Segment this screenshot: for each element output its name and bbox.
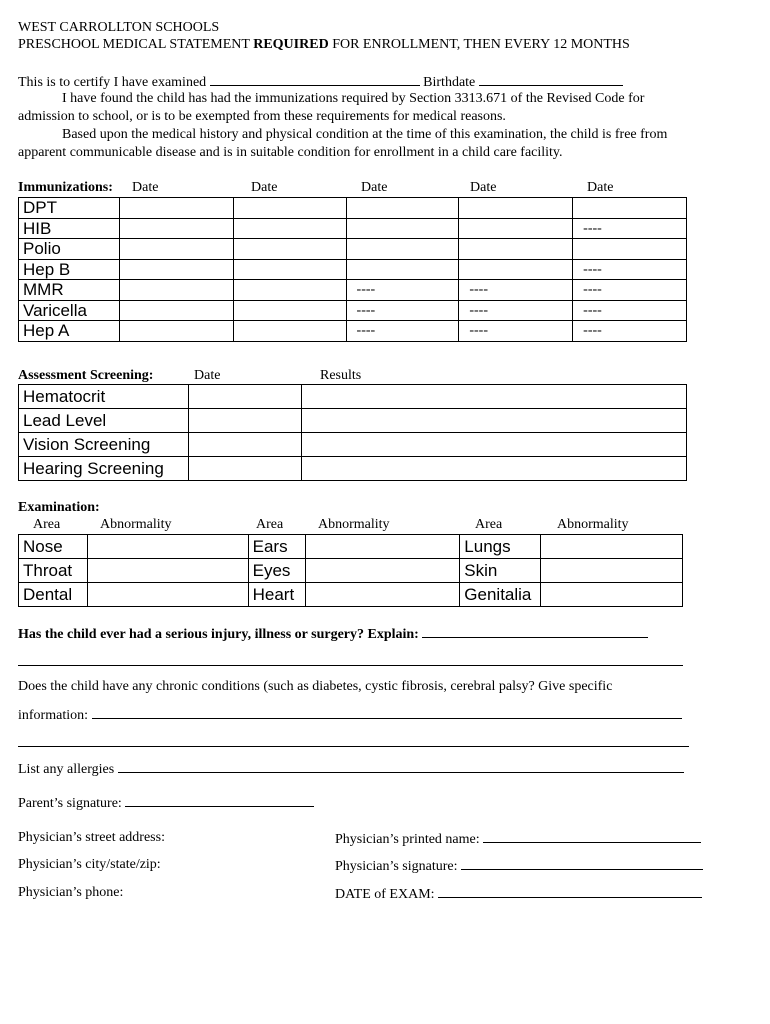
imm-date-header-3: Date xyxy=(361,180,388,195)
para1-line2: admission to school, or is to be exempted from these requirements for medical reasons. xyxy=(18,109,506,124)
immunization-name: Varicella xyxy=(19,300,120,321)
immunization-name: Hep A xyxy=(19,321,120,342)
date-of-exam-field[interactable] xyxy=(438,885,702,898)
imm-date-header-1: Date xyxy=(132,180,159,195)
allergies-label: List any allergies xyxy=(18,762,115,777)
immunization-row xyxy=(19,198,687,219)
not-required-dash: ---- xyxy=(573,280,687,301)
child-name-field[interactable] xyxy=(210,73,420,86)
assessment-results-header: Results xyxy=(320,368,362,383)
parent-signature-row xyxy=(18,794,314,812)
examined-label: This is to certify I have examined xyxy=(18,75,207,90)
immunization-name: Hep B xyxy=(19,259,120,280)
immunization-date-cell[interactable] xyxy=(459,198,573,219)
exam-abnormality-cell[interactable] xyxy=(87,583,248,607)
examination-row xyxy=(19,535,683,559)
immunization-date-cell[interactable] xyxy=(119,239,233,260)
immunization-row xyxy=(19,280,687,301)
immunization-date-cell[interactable] xyxy=(459,259,573,280)
physician-printed-name-row xyxy=(335,830,701,848)
assessment-label: Assessment Screening: xyxy=(18,368,154,383)
immunization-date-cell[interactable] xyxy=(233,280,346,301)
chronic-answer-field[interactable] xyxy=(92,706,682,719)
assessment-date-cell[interactable] xyxy=(188,409,301,433)
chronic-question-line1: Does the child have any chronic conditions (such as diabetes, cystic fibrosis, cerebral palsy? Give specific xyxy=(18,679,613,694)
immunization-row xyxy=(19,239,687,260)
exam-abnormality-cell[interactable] xyxy=(541,559,683,583)
birthdate-field[interactable] xyxy=(479,73,623,86)
exam-area-header-3: Area xyxy=(475,517,503,532)
immunization-date-cell[interactable] xyxy=(233,321,346,342)
assessment-row xyxy=(19,385,687,409)
assessment-row xyxy=(19,457,687,481)
assessment-date-cell[interactable] xyxy=(188,385,301,409)
immunization-date-cell[interactable] xyxy=(119,198,233,219)
exam-abnormality-cell[interactable] xyxy=(87,559,248,583)
physician-street-label: Physician’s street address: xyxy=(18,830,165,845)
physician-signature-label: Physician’s signature: xyxy=(335,859,458,874)
chronic-info-label: information: xyxy=(18,708,88,723)
immunization-date-cell[interactable] xyxy=(459,239,573,260)
parent-signature-label: Parent’s signature: xyxy=(18,796,122,811)
not-required-dash: ---- xyxy=(459,300,573,321)
physician-city-label: Physician’s city/state/zip: xyxy=(18,857,161,872)
exam-abnormality-cell[interactable] xyxy=(541,583,683,607)
immunization-date-cell[interactable] xyxy=(573,198,687,219)
not-required-dash: ---- xyxy=(459,321,573,342)
exam-area: Heart xyxy=(248,583,305,607)
exam-area: Lungs xyxy=(460,535,541,559)
injury-question-text: Has the child ever had a serious injury, illness or surgery? Explain: xyxy=(18,627,419,642)
birthdate-label: Birthdate xyxy=(423,75,476,90)
exam-abnormality-cell[interactable] xyxy=(541,535,683,559)
assessment-date-cell[interactable] xyxy=(188,433,301,457)
examination-table xyxy=(18,534,683,607)
school-name: WEST CARROLLTON SCHOOLS xyxy=(18,20,220,35)
assessment-results-cell[interactable] xyxy=(301,409,686,433)
not-required-dash: ---- xyxy=(346,300,459,321)
exam-area-header-1: Area xyxy=(33,517,61,532)
injury-answer-field[interactable] xyxy=(422,625,648,638)
physician-signature-row xyxy=(335,857,703,875)
exam-area: Ears xyxy=(248,535,305,559)
immunization-row xyxy=(19,259,687,280)
certify-line xyxy=(18,73,623,91)
chronic-question-line2 xyxy=(18,706,682,724)
date-of-exam-label: DATE of EXAM: xyxy=(335,887,435,902)
immunization-name: HIB xyxy=(19,218,120,239)
immunization-date-cell[interactable] xyxy=(119,280,233,301)
assessment-results-cell[interactable] xyxy=(301,385,686,409)
assessment-date-cell[interactable] xyxy=(188,457,301,481)
exam-area: Genitalia xyxy=(460,583,541,607)
immunization-name: DPT xyxy=(19,198,120,219)
imm-date-header-5: Date xyxy=(587,180,614,195)
physician-phone-label: Physician’s phone: xyxy=(18,885,124,900)
exam-area: Skin xyxy=(460,559,541,583)
immunization-row xyxy=(19,218,687,239)
para2-line1: Based upon the medical history and physical condition at the time of this examination, the child is free from xyxy=(62,127,668,142)
examination-label: Examination: xyxy=(18,500,100,515)
allergies-row xyxy=(18,760,684,778)
immunization-row xyxy=(19,321,687,342)
physician-printed-name-field[interactable] xyxy=(483,830,701,843)
immunization-date-cell[interactable] xyxy=(346,239,459,260)
exam-abnormality-cell[interactable] xyxy=(305,535,460,559)
immunization-date-cell[interactable] xyxy=(346,218,459,239)
assessment-row xyxy=(19,409,687,433)
para1-line1: I have found the child has had the immunizations required by Section 3313.671 of the Revised Code for xyxy=(62,91,645,106)
physician-signature-field[interactable] xyxy=(461,857,703,870)
form-title-required: REQUIRED xyxy=(253,37,329,52)
exam-area: Nose xyxy=(19,535,88,559)
not-required-dash: ---- xyxy=(573,321,687,342)
immunization-date-cell[interactable] xyxy=(573,239,687,260)
immunization-date-cell[interactable] xyxy=(233,198,346,219)
immunization-row xyxy=(19,300,687,321)
form-title xyxy=(18,37,630,53)
exam-abnormality-header-1: Abnormality xyxy=(100,517,172,532)
immunization-date-cell[interactable] xyxy=(119,259,233,280)
exam-abnormality-header-3: Abnormality xyxy=(557,517,629,532)
immunization-date-cell[interactable] xyxy=(459,218,573,239)
assessment-name: Vision Screening xyxy=(19,433,189,457)
immunization-date-cell[interactable] xyxy=(119,300,233,321)
assessment-results-cell[interactable] xyxy=(301,433,686,457)
immunization-date-cell[interactable] xyxy=(233,239,346,260)
exam-area-header-2: Area xyxy=(256,517,284,532)
assessment-name: Hearing Screening xyxy=(19,457,189,481)
exam-area: Eyes xyxy=(248,559,305,583)
form-title-pre: PRESCHOOL MEDICAL STATEMENT xyxy=(18,37,254,52)
exam-abnormality-cell[interactable] xyxy=(305,583,460,607)
immunization-name: Polio xyxy=(19,239,120,260)
exam-area: Throat xyxy=(19,559,88,583)
physician-printed-name-label: Physician’s printed name: xyxy=(335,832,480,847)
form-title-post: FOR ENROLLMENT, THEN EVERY 12 MONTHS xyxy=(328,37,630,52)
chronic-answer-line-2[interactable] xyxy=(18,732,689,747)
immunization-date-cell[interactable] xyxy=(346,259,459,280)
immunization-date-cell[interactable] xyxy=(233,218,346,239)
assessment-row xyxy=(19,433,687,457)
injury-answer-line-2[interactable] xyxy=(18,651,683,666)
not-required-dash: ---- xyxy=(346,280,459,301)
not-required-dash: ---- xyxy=(346,321,459,342)
allergies-field[interactable] xyxy=(118,760,684,773)
immunizations-table xyxy=(18,197,687,342)
immunization-date-cell[interactable] xyxy=(233,300,346,321)
immunizations-label: Immunizations: xyxy=(18,180,113,195)
immunization-date-cell[interactable] xyxy=(119,321,233,342)
injury-question xyxy=(18,625,648,643)
para2-line2: apparent communicable disease and is in suitable condition for enrollment in a child care facility. xyxy=(18,145,563,160)
imm-date-header-4: Date xyxy=(470,180,497,195)
exam-abnormality-cell[interactable] xyxy=(305,559,460,583)
immunization-date-cell[interactable] xyxy=(233,259,346,280)
parent-signature-field[interactable] xyxy=(125,794,314,807)
not-required-dash: ---- xyxy=(459,280,573,301)
assessment-date-header: Date xyxy=(194,368,221,383)
immunization-name: MMR xyxy=(19,280,120,301)
immunization-date-cell[interactable] xyxy=(346,198,459,219)
examination-row xyxy=(19,583,683,607)
not-required-dash: ---- xyxy=(573,218,687,239)
not-required-dash: ---- xyxy=(573,259,687,280)
exam-area: Dental xyxy=(19,583,88,607)
immunization-date-cell[interactable] xyxy=(119,218,233,239)
examination-row xyxy=(19,559,683,583)
assessment-name: Lead Level xyxy=(19,409,189,433)
not-required-dash: ---- xyxy=(573,300,687,321)
assessment-table xyxy=(18,384,687,481)
date-of-exam-row xyxy=(335,885,702,903)
imm-date-header-2: Date xyxy=(251,180,278,195)
assessment-name: Hematocrit xyxy=(19,385,189,409)
assessment-results-cell[interactable] xyxy=(301,457,686,481)
exam-abnormality-cell[interactable] xyxy=(87,535,248,559)
exam-abnormality-header-2: Abnormality xyxy=(318,517,390,532)
